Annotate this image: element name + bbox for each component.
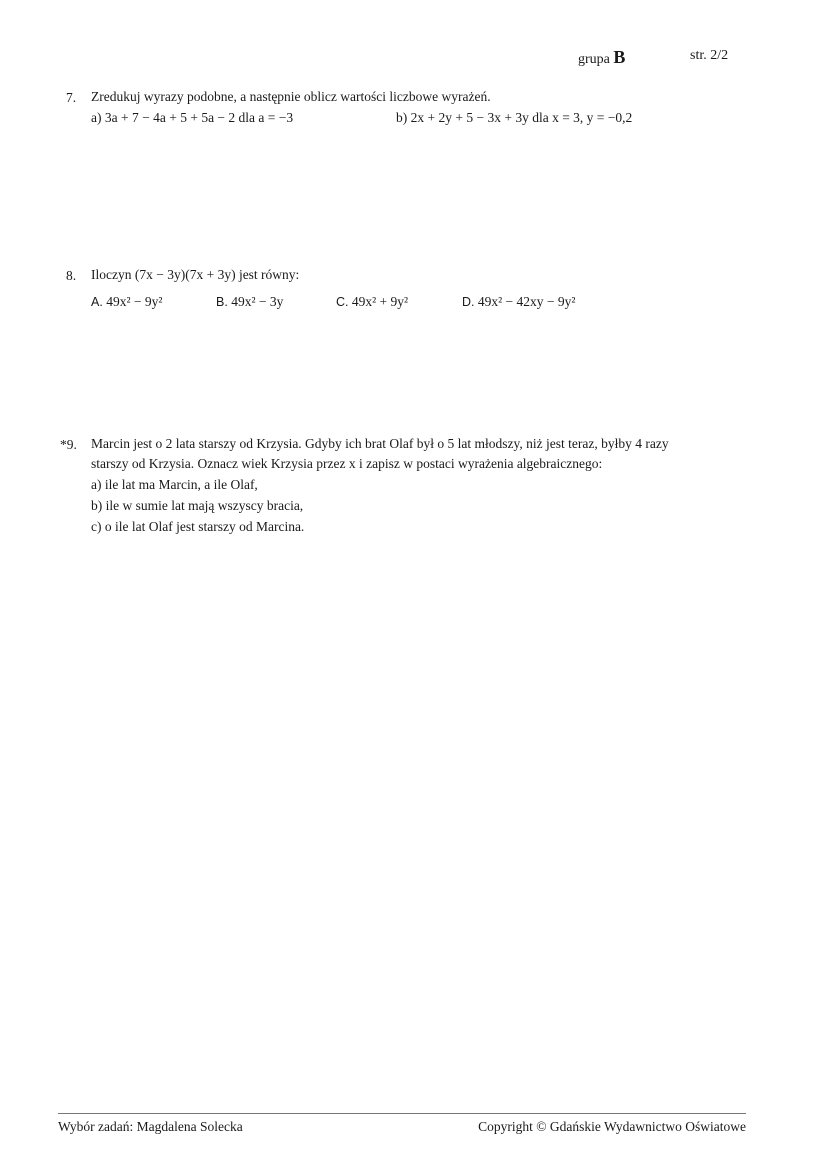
text: ile lat ma Marcin, a ile Olaf, [104, 477, 258, 492]
label: b) [396, 110, 408, 125]
option-letter: A. [91, 295, 103, 309]
group-text: grupa [578, 52, 610, 67]
task-number: 8. [66, 268, 77, 283]
expression: 3a + 7 − 4a + 5 + 5a − 2 dla a = −3 [104, 110, 294, 125]
label: a) [91, 477, 102, 492]
option-letter: B. [216, 295, 228, 309]
option-expr: 49x² − 42xy − 9y² [477, 294, 576, 309]
task-prompt: Zredukuj wyrazy podobne, a następnie oblicz wartości liczbowe wyrażeń. [91, 89, 491, 104]
subtask-a [91, 110, 293, 126]
task-line-1: Marcin jest o 2 lata starszy od Krzysia. Gdyby ich brat Olaf był o 5 lat młodszy, niż jest teraz, byłby 4 razy [91, 436, 669, 451]
option-expr: 49x² − 3y [231, 294, 284, 309]
text: ile w sumie lat mają wszyscy bracia, [105, 498, 304, 513]
group-label [578, 47, 625, 68]
subtask-b [396, 110, 632, 126]
task-number: 7. [66, 90, 77, 105]
footer-copyright: Copyright © Gdańskie Wydawnictwo Oświatowe [478, 1119, 746, 1134]
task-prompt: Iloczyn (7x − 3y)(7x + 3y) jest równy: [91, 267, 300, 282]
subtask-a [91, 477, 258, 493]
page-number: str. 2/2 [690, 48, 729, 63]
option-expr: 49x² + 9y² [351, 294, 409, 309]
option-a [91, 294, 162, 310]
option-letter: C. [336, 295, 349, 309]
footer-divider [58, 1113, 746, 1114]
option-d [462, 294, 575, 310]
subtask-c [91, 519, 304, 535]
label: b) [91, 498, 103, 513]
option-letter: D. [462, 295, 475, 309]
task-line-2: starszy od Krzysia. Oznacz wiek Krzysia przez x i zapisz w postaci wyrażenia algebraicznego: [91, 456, 603, 471]
task-number: *9. [60, 437, 77, 452]
option-c [336, 294, 408, 310]
footer-author: Wybór zadań: Magdalena Solecka [58, 1119, 243, 1134]
option-b [216, 294, 283, 310]
subtask-b [91, 498, 303, 514]
text: o ile lat Olaf jest starszy od Marcina. [104, 519, 305, 534]
expression: 2x + 2y + 5 − 3x + 3y dla x = 3, y = −0,2 [410, 110, 633, 125]
label: c) [91, 519, 102, 534]
option-expr: 49x² − 9y² [106, 294, 163, 309]
label: a) [91, 110, 102, 125]
group-letter: B [613, 47, 626, 67]
